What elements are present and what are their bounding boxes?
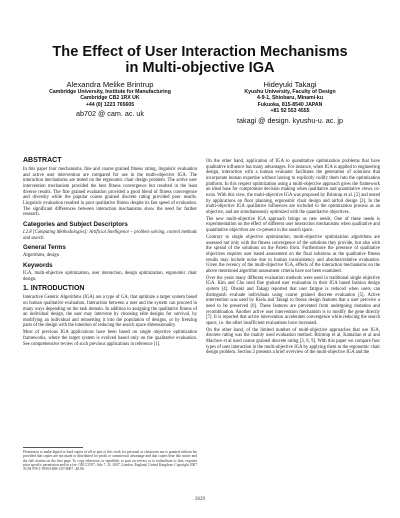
body-paragraph: On the other hand, application of IGA to quantitative optimization problems that have qualitative influence has many advantages. For instance, when IGA is applied to engineering design, interaction with a human evaluator facilitates the generation of solutions that incorporate human expertise without having to explicitly codify them into the optimization platform. In this respect optimization using a multi-objective approach gives the framework an ideal base for compromise decision making when qualitative and quantitative views co-exist. With this view, the multi-objective IGA was proposed by Brintrup et al. [2] and tested by applications on floor planning, ergonomic chair design and airfoil design [3]. In the multi-objective IGA qualitative influences are included in the optimization process as an objective, and are simultaneously optimized with the quantitative objectives. xyxy=(206,159,380,215)
abstract-paragraph: In this paper four mechanisms, fine and coarse grained fitness rating, linguistic evaluation and active user intervention are compared for use in the multi-objective IGA. The interaction mechanisms are tested on the ergonomic chair design problem. The active user intervention mechanism provided the best fitness convergence but resulted in the least diverse results. The fine grained evaluation provided a good blend of fitness convergence and diversity while the popular coarse grained discrete rating provided poor results. Linguistic evaluation resulted in poor qualitative fitness despite its fast speed of evaluation. The significant differences between interaction mechanisms show the need for further research. xyxy=(23,167,197,218)
footnote-divider xyxy=(23,447,83,448)
author-phone: +81 92 553 4555 xyxy=(270,108,310,115)
general-terms-paragraph: Algorithms, design xyxy=(23,253,59,259)
author-affiliation: Kyushu University, Faculty of Design xyxy=(244,89,336,95)
author-email: takagi @ design. kyushu-u. ac. jp xyxy=(237,115,343,125)
body-paragraph: Contrary to single objective optimization, multi-objective optimization algorithms are assessed not only with the fitness convergence of the solutions they provide, but also with the spread of the solutions on the Pareto front. Furthermore the presence of qualitative objectives requires user based assessment on the final solutions as the qualitative fitness results may include noise due to human inconsistency and absolute/relative evaluation. Given the recency of the multi-objective IGA, effects of the interaction mechanisms on the above mentioned algorithm assessment criteria have not been examined. xyxy=(206,234,380,274)
body-paragraph: The new multi-objective IGA approach brings us new needs. One of these needs is experimentation on the effect of different user interaction mechanisms when qualitative and quantitative objectives are co-present in the search space. xyxy=(206,216,380,234)
keywords-paragraph: IGA, multi-objective optimization, user interaction, design optimization, ergonomic chair design. xyxy=(23,270,197,282)
introduction-paragraph: Most of previous IGA applications have been based on single objective optimization frameworks, where the target system is evolved based only on the qualitative evaluation. See comprehensive review of such previous applications in reference [1]. xyxy=(23,330,197,347)
categories-paragraph: I.2.8 [Computing Methodologies]: Artificial Intelligence – problem solving, control methods and search. xyxy=(23,229,197,241)
section-heading-introduction: 1. INTRODUCTION xyxy=(23,285,85,293)
section-heading-keywords: Keywords xyxy=(23,261,53,269)
title-line-2: in Multi-objective IGA xyxy=(125,60,275,76)
author-block-2 xyxy=(200,80,380,125)
author-affiliation: Cambridge University, Institute for Manufacturing xyxy=(49,89,171,95)
page-number: 2629 xyxy=(195,497,205,502)
body-paragraph: Over the years many different evaluation methods were used in traditional single objective IGA. Kim and Cho used fine grained user evaluation in their IGA based fashion design system [4]. Ohsaki and Takagi reported that user fatigue is reduced when users can distinguish evaluate individuals using coarse grained discrete evaluation [5]. Active intervention was used by Kiela and Takagi to freeze design features that a user perceive a need to be preserved [6]. These features are prevented from undergoing mutation and recombination. Another active user intervention mechanism is to modify the gene directly [7]. It is reported that active intervention accelerates convergence while reducing the search space, i.e. the other insufficient evaluations have increased. xyxy=(206,275,380,326)
author-name: Alexandra Melike Brintrup xyxy=(66,80,154,89)
introduction-paragraph: Interactive Genetic Algorithms (IGA) are a type of GA, that optimize a target system based on human qualitative evaluation. Interaction between a user and the system can proceed in many ways depending on the task domain. In addition to assigning the qualitative fitness of an individual design, the user may intervene by choosing elite designs for survival, by modifying an individual and reinserting it into the population of designs, or by freezing parts of the design with the intention of reducing the search space dimensionality. xyxy=(23,295,197,329)
body-paragraph: On the other hand, of the limited number of multi-objective approaches that use IGA, discrete rating was the mainly used evaluation method. Brintrup et al, Kamalian et al and Machwe et al used coarse grained discrete rating [3, 8, 9]. With this paper we compare four types of user interaction in the multi-objective IGA by applying them to the ergonomic chair design problem. Section 2 presents a brief overview of the multi-objective IGA and the xyxy=(206,327,380,356)
author-name: Hideyuki Takagi xyxy=(263,80,317,89)
left-column xyxy=(23,154,197,348)
author-affiliation: Fukuoka, 815-8540 JAPAN xyxy=(257,101,323,108)
paper-title xyxy=(20,44,380,76)
author-affiliation: Cambridge CB2 1RX UK xyxy=(80,95,140,102)
author-phone: +44 (0) 1223 765605 xyxy=(85,101,135,108)
section-heading-general-terms: General Terms xyxy=(23,244,66,252)
section-heading-categories: Categories and Subject Descriptors xyxy=(23,220,128,228)
right-column xyxy=(206,159,380,357)
section-heading-abstract: ABSTRACT xyxy=(23,157,62,164)
author-affiliation: 4-9-1, Shiobaru, Minami-ku xyxy=(256,95,323,102)
author-block-1 xyxy=(20,80,200,118)
author-email: ab702 @ cam. ac. uk xyxy=(75,109,145,119)
copyright-footnote: Permission to make digital or hard copies of all or part of this work for personal or classroom use is granted without fee provided that copies are not made or distributed for profit or commercial advantage and that copies bear this notice and the full citation on the first page. To copy otherwise, or republish, to post on servers or to redistribute to lists, requires prior specific permission and/or a fee. GECCO'07, July 7–11, 2007, London, England, United Kingdom. Copyright 2007 ACM 978-1-59593-698-1/07/0007...$5.00. xyxy=(23,450,197,472)
title-line-1: The Effect of User Interaction Mechanisms xyxy=(52,44,348,60)
